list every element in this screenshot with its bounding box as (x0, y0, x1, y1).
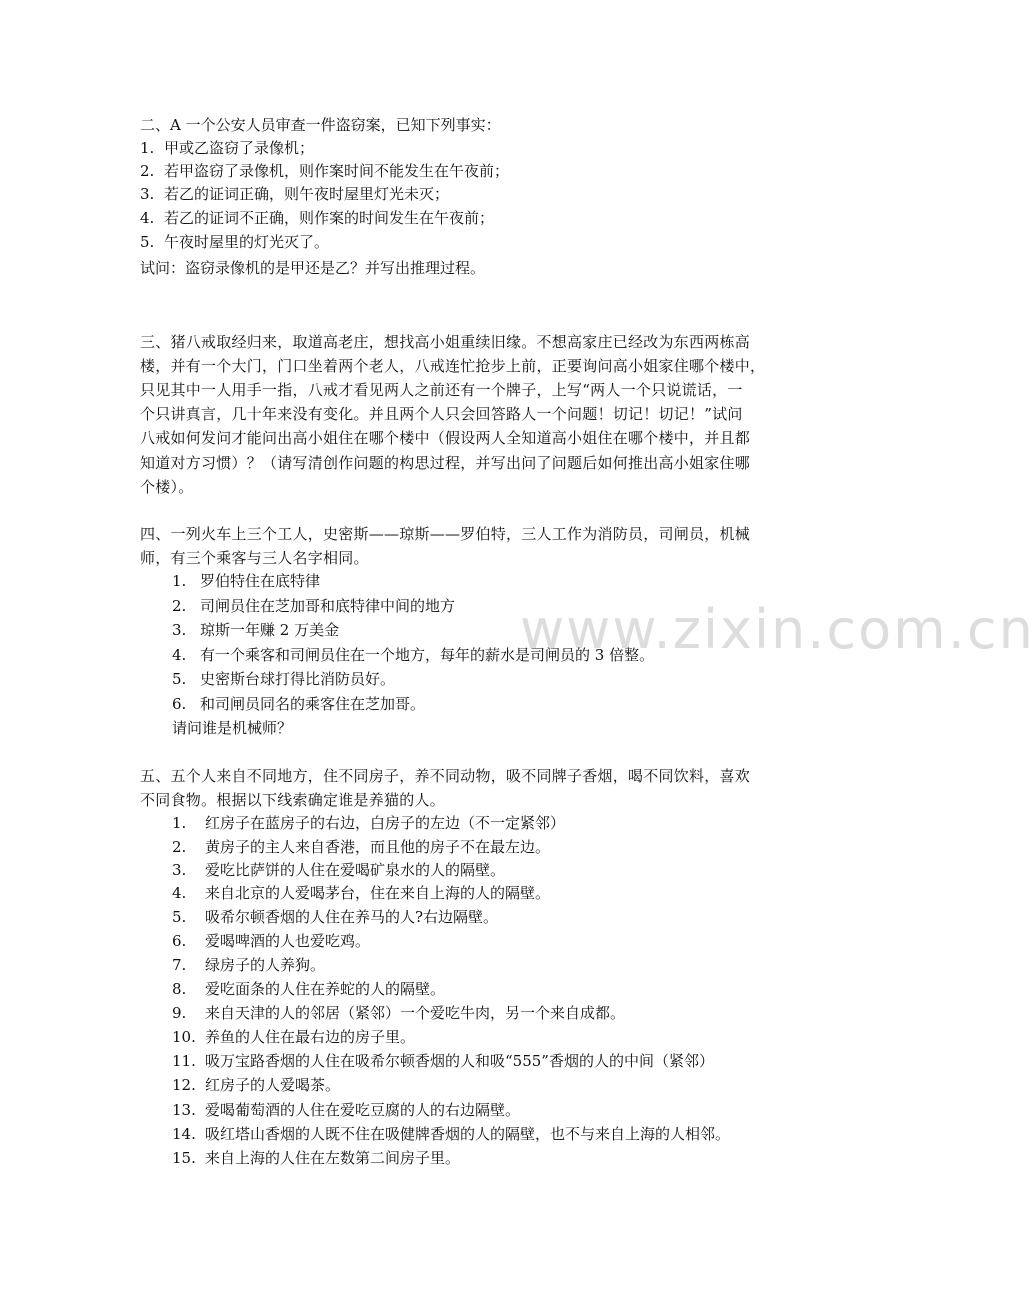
item-number: 5. (172, 908, 187, 926)
item-text: 和司闸员同名的乘客住在芝加哥。 (200, 695, 426, 713)
item-text: 绿房子的人养狗。 (205, 956, 326, 974)
item-number: 13. (172, 1101, 196, 1119)
item-number: 15. (172, 1149, 196, 1167)
section-4-paragraph-line: 师，有三个乘客与三人名字相同。 (140, 549, 369, 567)
item-number: 2. (140, 162, 155, 180)
item-text: 来自北京的人爱喝茅台，住在来自上海的人的隔壁。 (205, 884, 551, 902)
section-5-paragraph-line: 不同食物。根据以下线索确定谁是养猫的人。 (140, 791, 446, 809)
section-3-paragraph-line: 知道对方习惯）？（请写清创作问题的构思过程，并写出问了问题后如何推出高小姐家住哪 (140, 454, 751, 472)
section-4-paragraph-line: 四、一列火车上三个工人，史密斯——琼斯——罗伯特，三人工作为消防员，司闸员，机械 (140, 525, 751, 543)
item-number: 3. (172, 861, 187, 879)
item-number: 1. (140, 139, 155, 157)
item-text: 爱吃面条的人住在养蛇的人的隔壁。 (205, 980, 446, 998)
item-text: 罗伯特住在底特律 (200, 572, 321, 590)
item-number: 5. (140, 233, 155, 251)
item-text: 养鱼的人住在最右边的房子里。 (205, 1028, 416, 1046)
item-text: 来自天津的人的邻居（紧邻）一个爱吃牛肉，另一个来自成都。 (205, 1004, 626, 1022)
item-text: 午夜时屋里的灯光灭了。 (164, 233, 330, 251)
item-number: 11. (172, 1052, 196, 1070)
item-number: 6. (172, 695, 187, 713)
section-2-question: 试问：盗窃录像机的是甲还是乙？并写出推理过程。 (140, 259, 486, 277)
item-number: 8. (172, 980, 187, 998)
item-number: 2. (172, 838, 187, 856)
item-number: 3. (172, 621, 187, 639)
item-text: 来自上海的人住在左数第二间房子里。 (205, 1149, 461, 1167)
item-text: 红房子的人爱喝茶。 (205, 1076, 341, 1094)
section-3-paragraph-line: 个楼）。 (140, 478, 194, 496)
section-2-heading: 二、A 一个公安人员审查一件盗窃案，已知下列事实： (140, 116, 501, 134)
item-text: 红房子在蓝房子的右边，白房子的左边（不一定紧邻） (205, 814, 566, 832)
item-text: 若乙的证词正确，则午夜时屋里灯光未灭； (164, 185, 450, 203)
item-number: 3. (140, 185, 155, 203)
item-number: 7. (172, 956, 187, 974)
item-number: 1. (172, 814, 187, 832)
item-number: 9. (172, 1004, 187, 1022)
item-text: 若甲盗窃了录像机，则作案时间不能发生在午夜前； (164, 162, 510, 180)
item-number: 4. (140, 209, 155, 227)
section-5-paragraph-line: 五、五个人来自不同地方，住不同房子，养不同动物，吸不同牌子香烟，喝不同饮料，喜欢 (140, 767, 751, 785)
item-number: 12. (172, 1076, 196, 1094)
item-text: 爱吃比萨饼的人住在爱喝矿泉水的人的隔壁。 (205, 861, 506, 879)
item-text: 爱喝啤酒的人也爱吃鸡。 (205, 932, 371, 950)
item-number: 10. (172, 1028, 196, 1046)
watermark: www.zixin.com.cn (520, 598, 1035, 661)
item-number: 4. (172, 646, 187, 664)
section-3-paragraph-line: 只见其中一人用手一指，八戒才看见两人之前还有一个牌子，上写“两人一个只说谎话，一 (140, 381, 743, 399)
item-text: 甲或乙盗窃了录像机； (164, 139, 315, 157)
item-text: 爱喝葡萄酒的人住在爱吃豆腐的人的右边隔壁。 (205, 1101, 521, 1119)
item-text: 司闸员住在芝加哥和底特律中间的地方 (200, 597, 456, 615)
item-number: 4. (172, 884, 187, 902)
section-3-paragraph-line: 三、猪八戒取经归来，取道高老庄，想找高小姐重续旧缘。不想高家庄已经改为东西两栋高 (140, 333, 751, 351)
item-text: 有一个乘客和司闸员住在一个地方，每年的薪水是司闸员的 3 倍整。 (200, 646, 655, 664)
item-text: 黄房子的主人来自香港，而且他的房子不在最左边。 (205, 838, 551, 856)
section-3-paragraph-line: 个只讲真言，几十年来没有变化。并且两个人只会回答路人一个问题！切记！切记！”试问 (140, 405, 743, 423)
item-text: 吸红塔山香烟的人既不住在吸健牌香烟的人的隔壁，也不与来自上海的人相邻。 (205, 1125, 731, 1143)
item-number: 1. (172, 572, 187, 590)
item-text: 琼斯一年赚 2 万美金 (200, 621, 340, 639)
item-text: 若乙的证词不正确，则作案的时间发生在午夜前； (164, 209, 495, 227)
item-number: 6. (172, 932, 187, 950)
section-3-paragraph-line: 八戒如何发问才能问出高小姐住在哪个楼中（假设两人全知道高小姐住在哪个楼中，并且都 (140, 429, 751, 447)
section-4-question: 请问谁是机械师？ (172, 719, 293, 737)
item-text: 吸万宝路香烟的人住在吸希尔顿香烟的人和吸“555”香烟的人的中间（紧邻） (205, 1052, 714, 1070)
item-number: 14. (172, 1125, 196, 1143)
item-number: 2. (172, 597, 187, 615)
section-3-paragraph-line: 楼，并有一个大门，门口坐着两个老人，八戒连忙抢步上前，正要询问高小姐家住哪个楼中， (140, 357, 766, 375)
item-text: 史密斯台球打得比消防员好。 (200, 670, 396, 688)
item-text: 吸希尔顿香烟的人住在养马的人?右边隔壁。 (205, 908, 499, 926)
item-number: 5. (172, 670, 187, 688)
